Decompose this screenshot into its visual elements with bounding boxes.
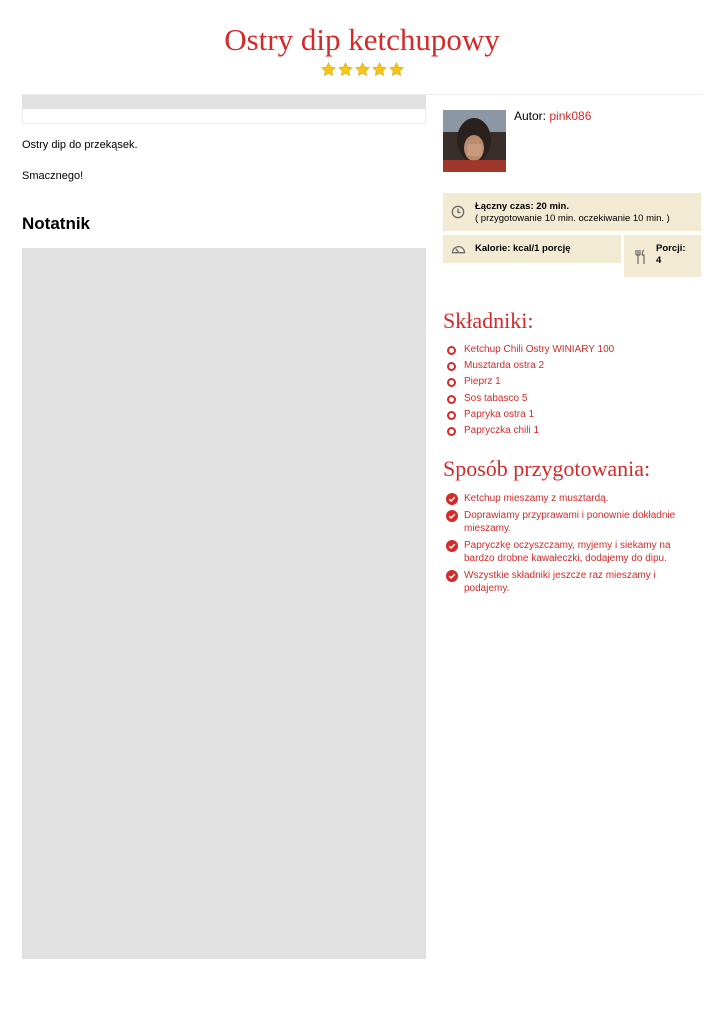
star-icon xyxy=(321,62,336,77)
cutlery-icon xyxy=(634,249,646,265)
ring-bullet-icon xyxy=(447,395,456,404)
recipe-description: Ostry dip do przekąsek. xyxy=(22,139,138,151)
ingredients-heading: Składniki: xyxy=(443,308,534,333)
recipe-image-placeholder xyxy=(22,95,426,109)
recipe-closing: Smacznego! xyxy=(22,170,84,182)
notes-area[interactable] xyxy=(22,248,426,959)
gauge-icon xyxy=(451,242,466,255)
clock-icon xyxy=(451,205,465,219)
star-icon xyxy=(372,62,387,77)
ring-bullet-icon xyxy=(447,346,456,355)
portions-value: 4 xyxy=(656,255,662,266)
method-step: Papryczkę oczyszczamy, myjemy i siekamy na bardzo drobne kawałeczki, dodajemy do dipu. xyxy=(446,539,702,565)
total-time-detail: ( przygotowanie 10 min. oczekiwanie 10 min. ) xyxy=(475,213,670,224)
ingredient-item: Sos tabasco 5 xyxy=(447,392,614,408)
ingredients-list xyxy=(447,343,614,440)
total-time-box xyxy=(443,193,701,231)
method-heading: Sposób przygotowania: xyxy=(443,456,651,481)
check-circle-icon xyxy=(446,493,458,505)
portions-box xyxy=(624,235,701,277)
ingredient-item: Papryka ostra 1 xyxy=(447,408,614,424)
notes-heading: Notatnik xyxy=(22,214,90,233)
method-step: Ketchup mieszamy z musztardą. xyxy=(446,492,702,505)
check-circle-icon xyxy=(446,540,458,552)
rating-stars xyxy=(0,62,724,77)
author-label: Autor: xyxy=(514,109,547,123)
recipe-title: Ostry dip ketchupowy xyxy=(224,22,500,57)
star-icon xyxy=(389,62,404,77)
ingredient-item: Papryczka chili 1 xyxy=(447,424,614,440)
ring-bullet-icon xyxy=(447,427,456,436)
ingredient-item: Musztarda ostra 2 xyxy=(447,359,614,375)
recipe-box xyxy=(22,109,426,124)
calories-label: Kalorie: kcal/1 porcję xyxy=(475,243,571,254)
ingredient-item: Pieprz 1 xyxy=(447,375,614,391)
total-time-label: Łączny czas: 20 min. xyxy=(475,201,569,212)
ingredient-item: Ketchup Chili Ostry WINIARY 100 xyxy=(447,343,614,359)
calories-box xyxy=(443,235,621,263)
check-circle-icon xyxy=(446,510,458,522)
star-icon xyxy=(355,62,370,77)
method-step: Doprawiamy przyprawami i ponownie dokładnie mieszamy. xyxy=(446,509,702,535)
author-avatar xyxy=(443,110,506,172)
author-name-link[interactable]: pink086 xyxy=(549,109,592,123)
ring-bullet-icon xyxy=(447,378,456,387)
portions-label: Porcji: xyxy=(656,243,686,254)
method-steps xyxy=(446,492,702,599)
author-line xyxy=(514,109,591,123)
ring-bullet-icon xyxy=(447,362,456,371)
check-circle-icon xyxy=(446,570,458,582)
ring-bullet-icon xyxy=(447,411,456,420)
star-icon xyxy=(338,62,353,77)
method-step: Wszystkie składniki jeszcze raz mieszamy i podajemy. xyxy=(446,569,702,595)
